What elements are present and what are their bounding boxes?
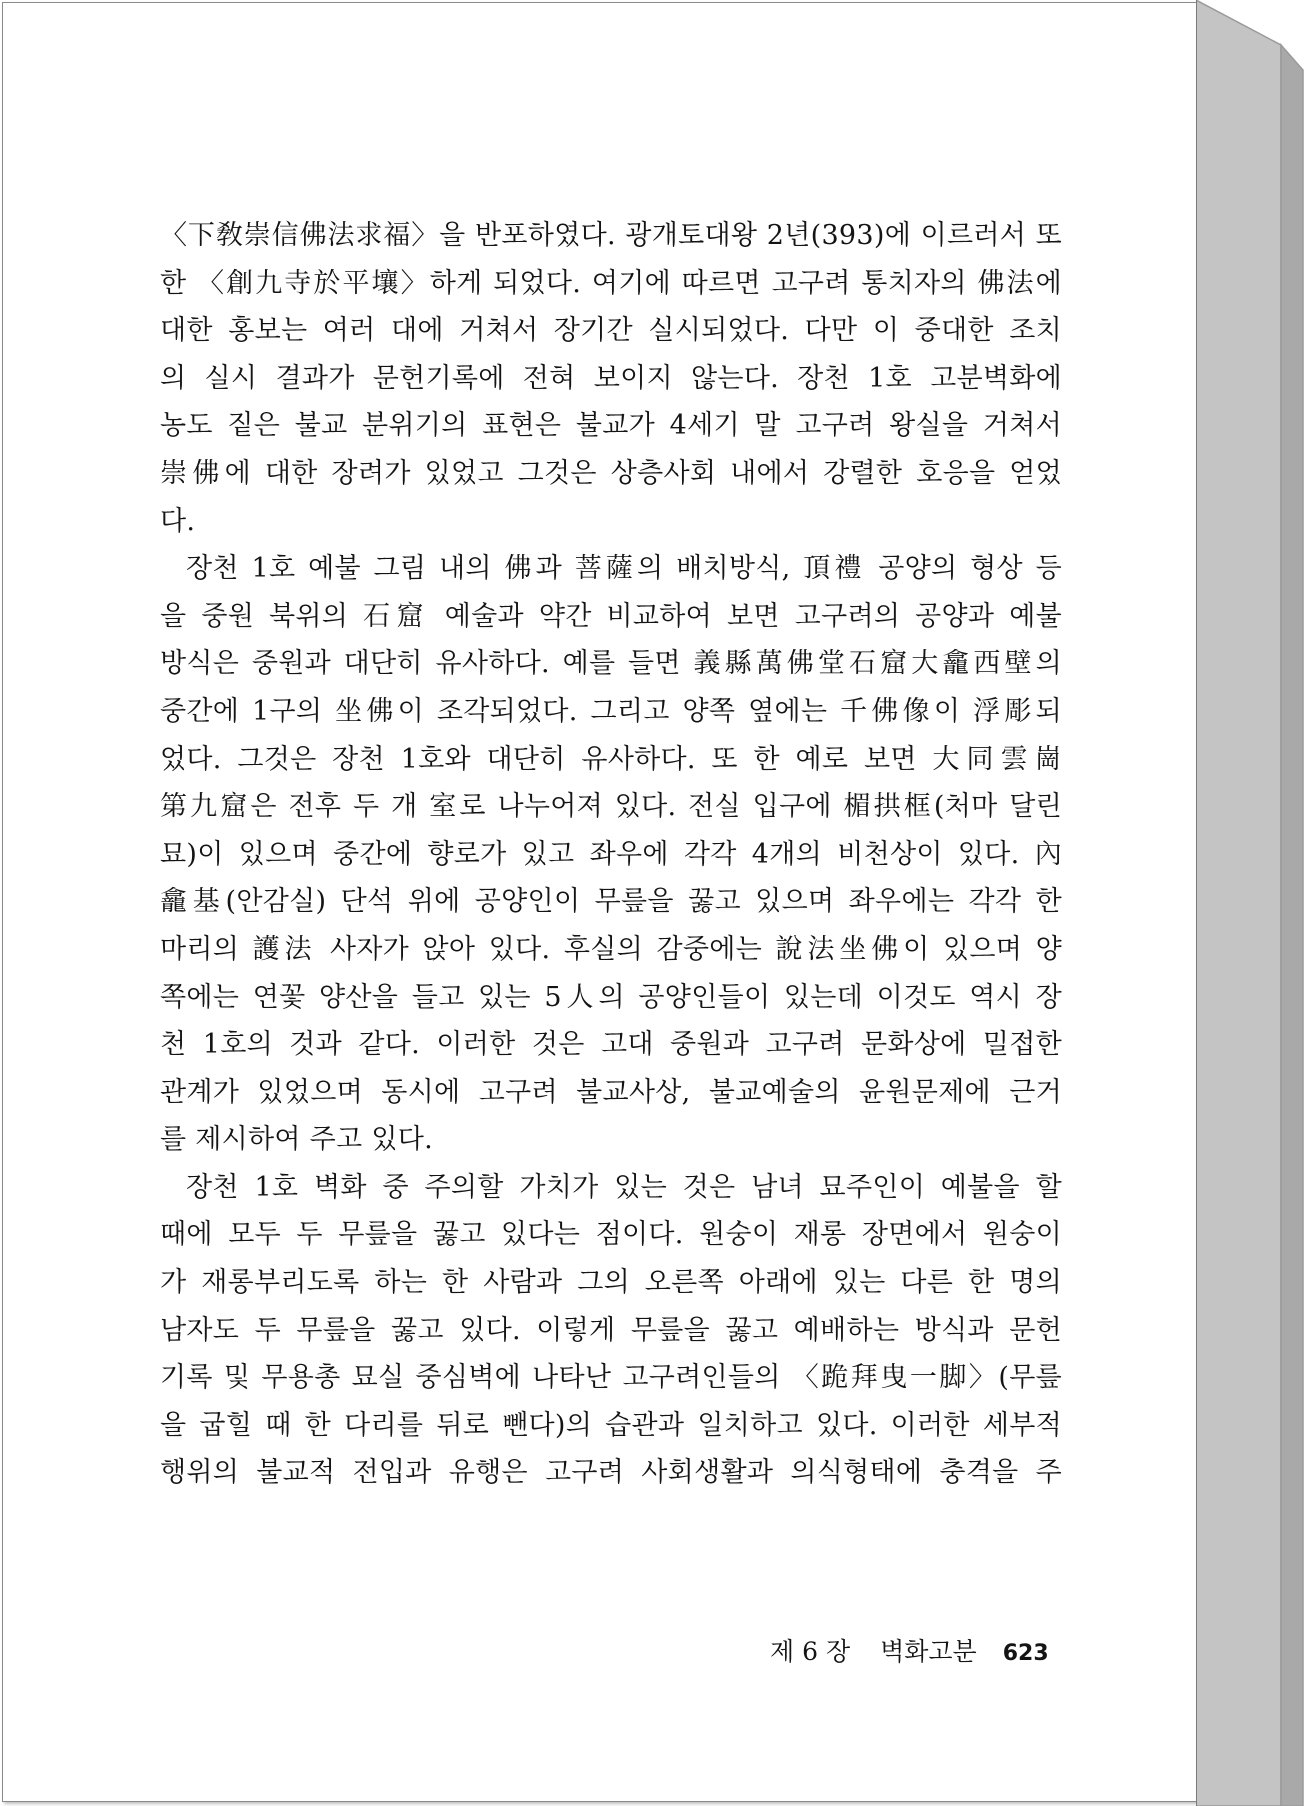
text-line: 龕基(안감실) 단석 위에 공양인이 무릎을 꿇고 있으며 좌우에는 각각 한 (160, 886, 1062, 918)
text-line: 다. (160, 505, 196, 537)
text-line: 농도 짙은 불교 분위기의 표현은 불교가 4세기 말 고구려 왕실을 거쳐서 (160, 410, 1062, 442)
text-line: 기록 및 무용총 묘실 중심벽에 나타난 고구려인들의 〈跪拜曳一脚〉(무릎 (160, 1362, 1062, 1394)
text-line: 관계가 있었으며 동시에 고구려 불교사상, 불교예술의 윤원문제에 근거 (160, 1076, 1062, 1108)
text-line: 천 1호의 것과 같다. 이러한 것은 고대 중원과 고구려 문화상에 밀접한 (160, 1029, 1062, 1061)
text-line: 崇佛에 대한 장려가 있었고 그것은 상층사회 내에서 강렬한 호응을 얻었 (160, 457, 1062, 489)
text-line: 〈下敎崇信佛法求福〉을 반포하였다. 광개토대왕 2년(393)에 이르러서 또 (160, 220, 1062, 251)
text-line: 방식은 중원과 대단히 유사하다. 예를 들면 義縣萬佛堂石窟大龕西壁의 (160, 648, 1062, 680)
body-text (160, 212, 1062, 1497)
page-footer (770, 1632, 1049, 1668)
text-line: 중간에 1구의 坐佛이 조각되었다. 그리고 양쪽 옆에는 千佛像이 浮彫되 (160, 695, 1062, 727)
paragraph-2 (160, 545, 1062, 1164)
text-line: 대한 홍보는 여러 대에 거쳐서 장기간 실시되었다. 다만 이 중대한 조치 (160, 315, 1062, 347)
text-line: 한 〈創九寺於平壤〉하게 되었다. 여기에 따르면 고구려 통치자의 佛法에 (160, 267, 1062, 299)
chapter-label: 제 6 장 (770, 1637, 851, 1666)
text-line: 을 중원 북위의 石窟 예술과 약간 비교하여 보면 고구려의 공양과 예불 (160, 600, 1062, 632)
text-line: 가 재롱부리도록 하는 한 사람과 그의 오른쪽 아래에 있는 다른 한 명의 (160, 1267, 1062, 1299)
page-number: 623 (1002, 1641, 1049, 1666)
paragraph-1 (160, 212, 1062, 545)
text-line: 을 굽힐 때 한 다리를 뒤로 뺀다)의 습관과 일치하고 있다. 이러한 세부적 (160, 1409, 1062, 1441)
paragraph-3 (160, 1164, 1062, 1497)
text-line: 묘)이 있으며 중간에 향로가 있고 좌우에 각각 4개의 비천상이 있다. 內 (160, 838, 1062, 870)
text-line: 마리의 護法 사자가 앉아 있다. 후실의 감중에는 說法坐佛이 있으며 양 (160, 933, 1062, 965)
text-line: 행위의 불교적 전입과 유행은 고구려 사회생활과 의식형태에 충격을 주 (160, 1457, 1062, 1489)
text-line: 었다. 그것은 장천 1호와 대단히 유사하다. 또 한 예로 보면 大同雲崗 (160, 743, 1062, 775)
text-line: 때에 모두 두 무릎을 꿇고 있다는 점이다. 원숭이 재롱 장면에서 원숭이 (160, 1219, 1062, 1251)
text-line: 의 실시 결과가 문헌기록에 전혀 보이지 않는다. 장천 1호 고분벽화에 (160, 362, 1062, 394)
text-line: 남자도 두 무릎을 꿇고 있다. 이렇게 무릎을 꿇고 예배하는 방식과 문헌 (160, 1314, 1062, 1346)
text-line: 쪽에는 연꽃 양산을 들고 있는 5人의 공양인들이 있는데 이것도 역시 장 (160, 981, 1062, 1013)
book-side-edge (1196, 0, 1305, 1806)
text-line: 장천 1호 벽화 중 주의할 가치가 있는 것은 남녀 묘주인이 예불을 할 (186, 1171, 1062, 1203)
text-line: 장천 1호 예불 그림 내의 佛과 菩薩의 배치방식, 頂禮 공양의 형상 등 (186, 553, 1062, 585)
text-line: 를 제시하여 주고 있다. (160, 1124, 433, 1156)
section-title: 벽화고분 (880, 1637, 977, 1666)
text-line: 第九窟은 전후 두 개 室로 나누어져 있다. 전실 입구에 楣拱框(처마 달린 (160, 791, 1062, 823)
